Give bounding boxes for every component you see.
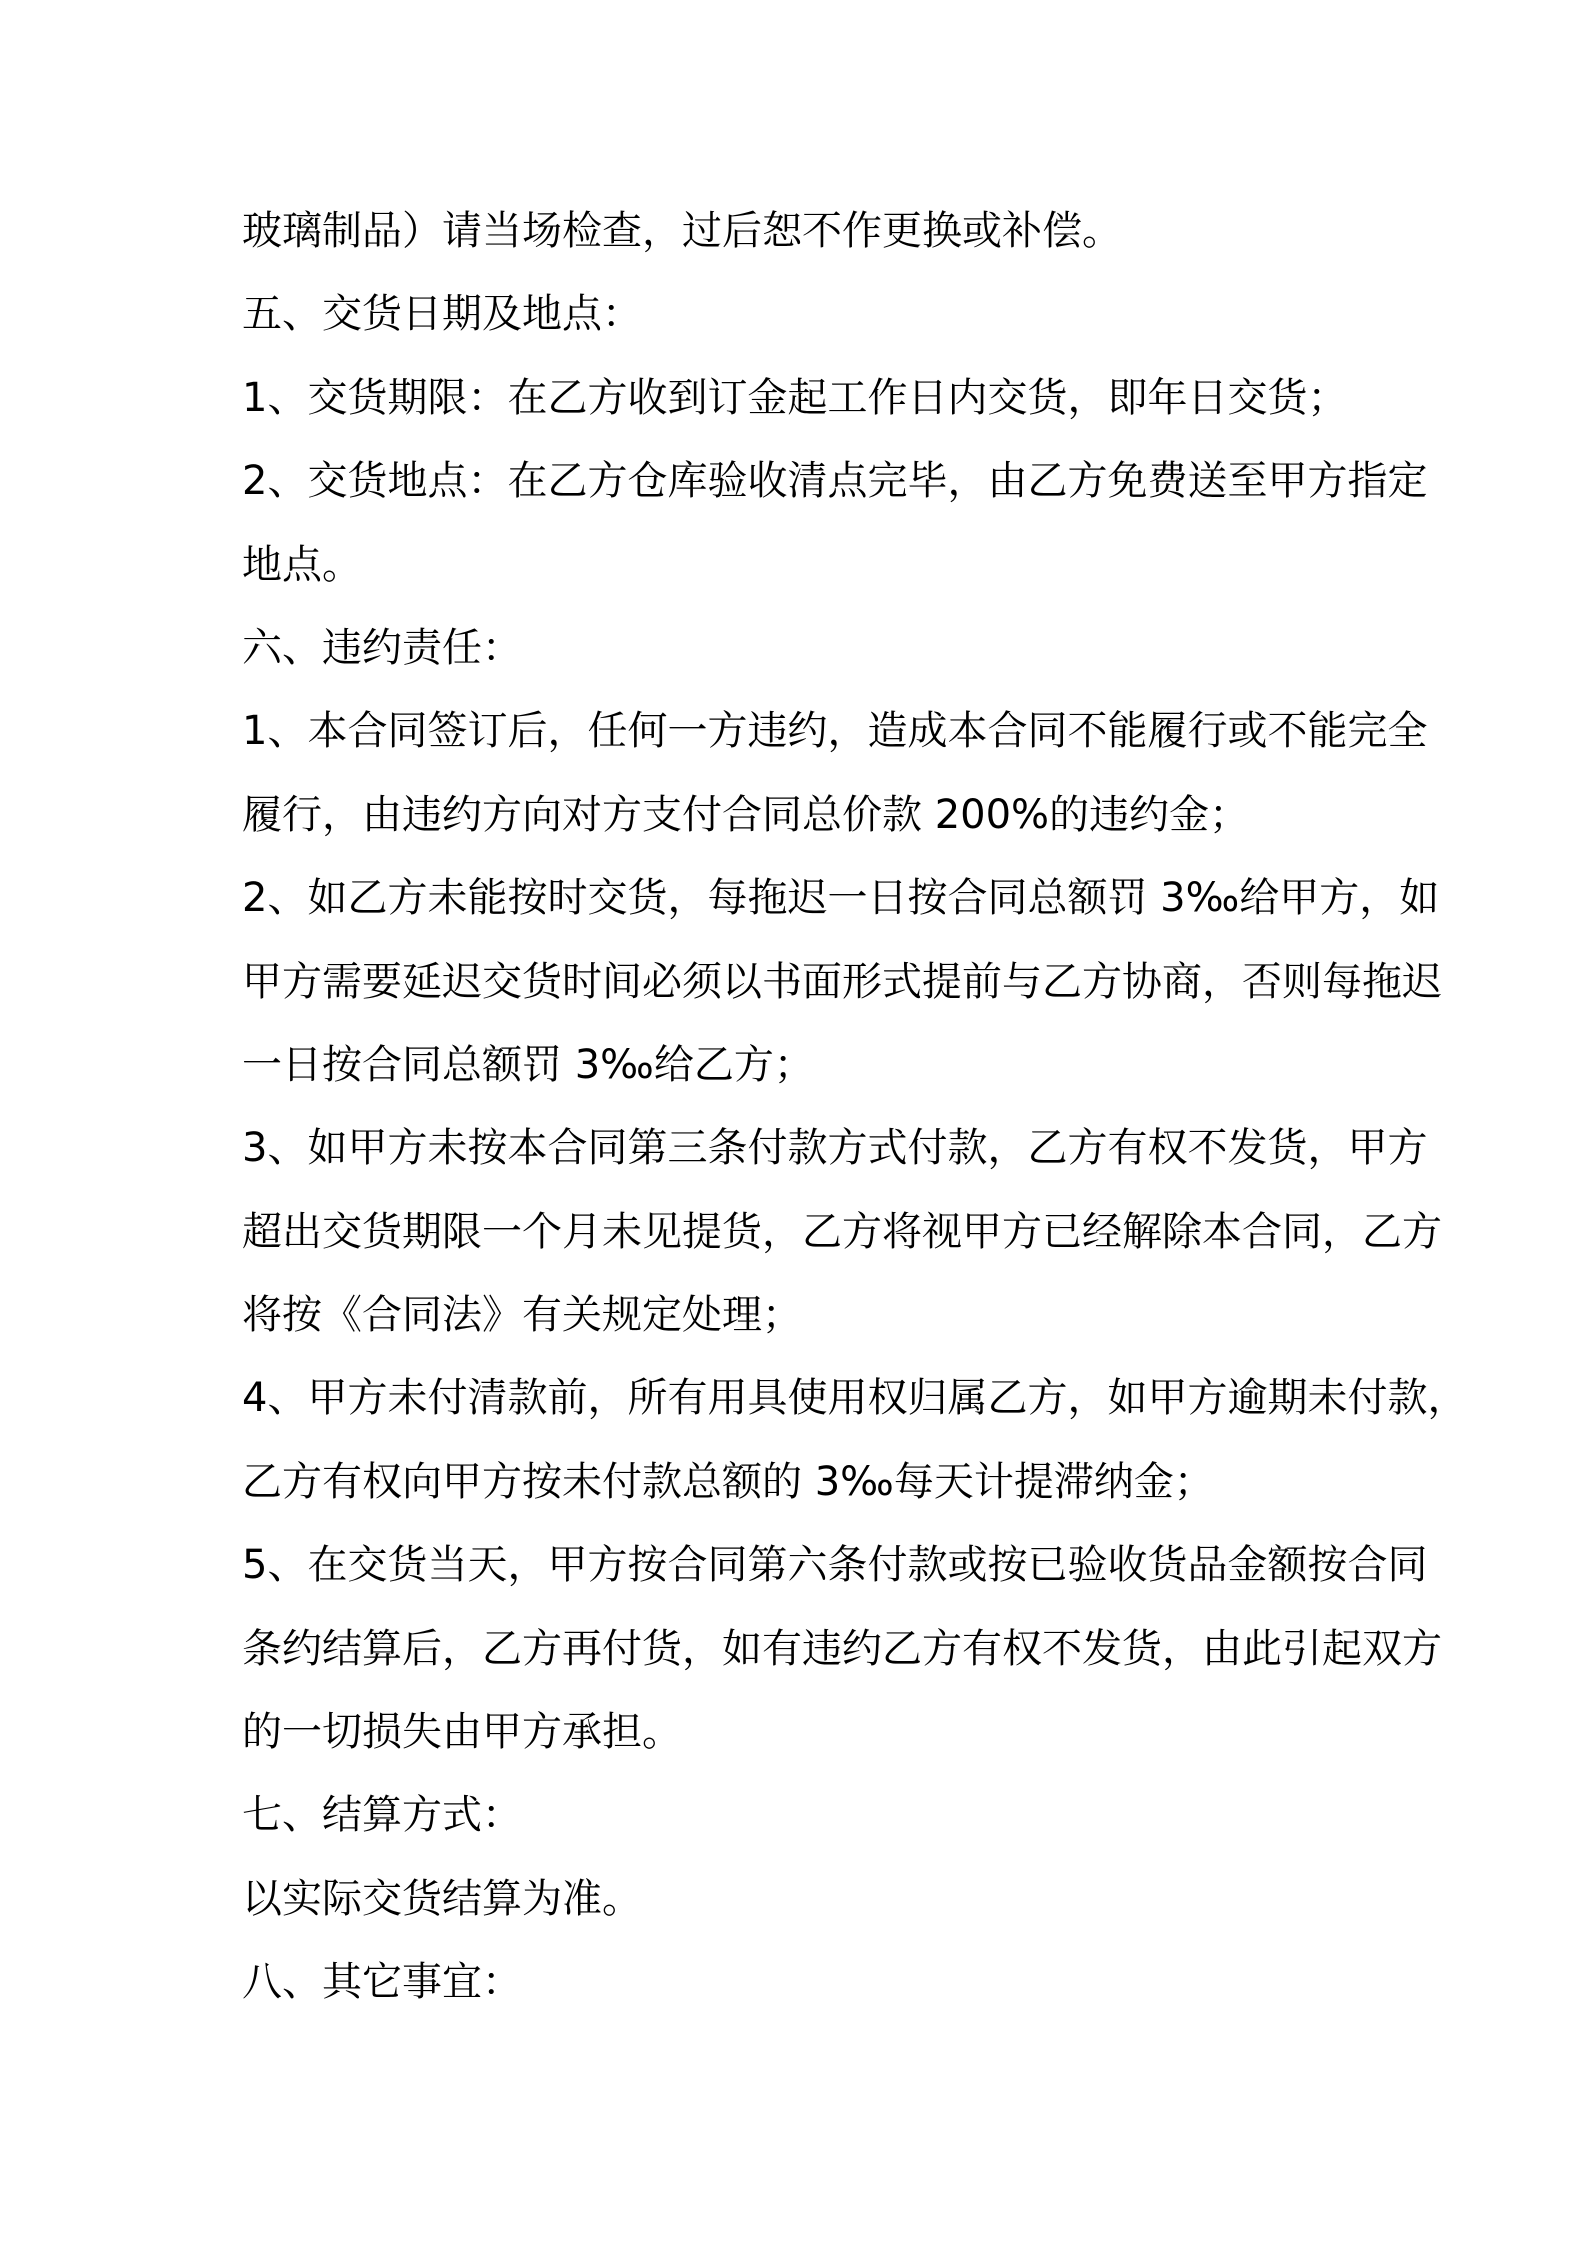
section-heading-delivery: 五、交货日期及地点： xyxy=(242,291,642,338)
text-line: 1、交货期限：在乙方收到订金起工作日内交货，即年日交货； xyxy=(242,374,1348,421)
text-line: 超出交货期限一个月未见提货，乙方将视甲方已经解除本合同，乙方 xyxy=(242,1208,1442,1255)
text-line: 将按《合同法》有关规定处理； xyxy=(242,1292,802,1339)
text-line: 玻璃制品）请当场检查，过后恕不作更换或补偿。 xyxy=(242,208,1122,254)
text-line: 地点。 xyxy=(242,541,362,588)
text-line: 甲方需要延迟交货时间必须以书面形式提前与乙方协商，否则每拖迟 xyxy=(242,958,1442,1005)
text-line: 以实际交货结算为准。 xyxy=(242,1875,642,1922)
text-line: 乙方有权向甲方按未付款总额的 3‰每天计提滞纳金； xyxy=(242,1458,1214,1505)
text-line: 的一切损失由甲方承担。 xyxy=(242,1709,682,1756)
section-heading-settlement: 七、结算方式： xyxy=(242,1792,522,1839)
text-line: 2、交货地点：在乙方仓库验收清点完毕，由乙方免费送至甲方指定 xyxy=(242,458,1428,505)
document-body xyxy=(242,190,1468,2025)
section-heading-liability: 六、违约责任： xyxy=(242,624,522,671)
text-line: 5、在交货当天，甲方按合同第六条付款或按已验收货品金额按合同 xyxy=(242,1542,1428,1589)
text-line: 2、如乙方未能按时交货，每拖迟一日按合同总额罚 3‰给甲方，如 xyxy=(242,875,1440,922)
text-line: 3、如甲方未按本合同第三条付款方式付款，乙方有权不发货，甲方 xyxy=(242,1125,1428,1172)
text-line: 条约结算后，乙方再付货，如有违约乙方有权不发货，由此引起双方 xyxy=(242,1625,1442,1672)
text-line: 1、本合同签订后，任何一方违约，造成本合同不能履行或不能完全 xyxy=(242,708,1428,755)
text-line: 4、甲方未付清款前，所有用具使用权归属乙方，如甲方逾期未付款， xyxy=(242,1375,1468,1422)
text-line: 履行，由违约方向对方支付合同总价款 200%的违约金； xyxy=(242,791,1250,838)
text-line: 一日按合同总额罚 3‰给乙方； xyxy=(242,1041,814,1088)
section-heading-other-matters: 八、其它事宜： xyxy=(242,1959,522,2006)
